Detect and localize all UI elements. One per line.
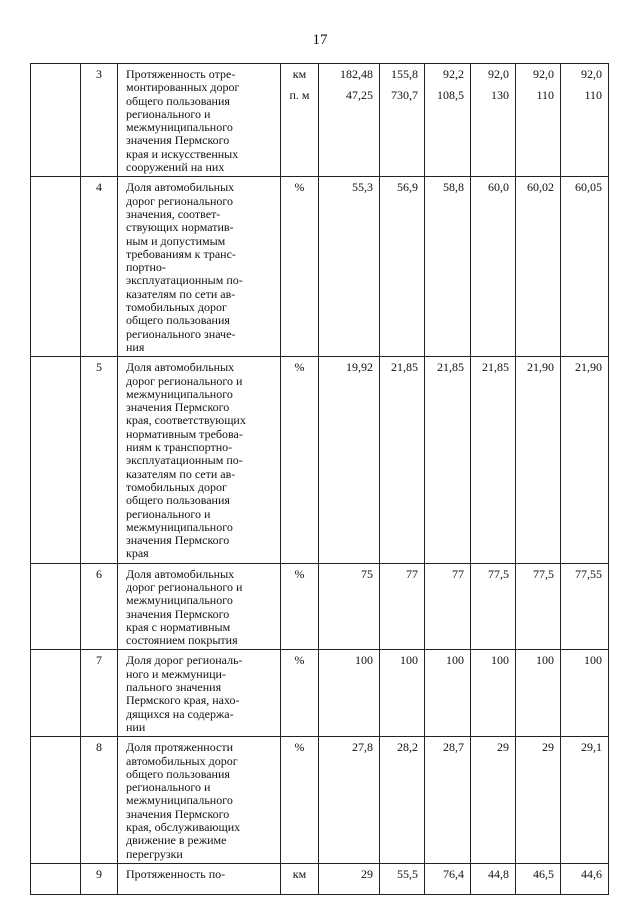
blank-cell bbox=[31, 650, 81, 737]
indicator-name-line: Доля автомобильных bbox=[126, 360, 235, 375]
value: 77,55 bbox=[575, 566, 602, 581]
unit-cell bbox=[281, 563, 319, 650]
value-cell bbox=[561, 737, 609, 864]
value-cell bbox=[425, 177, 471, 357]
unit-cell bbox=[281, 650, 319, 737]
value: 28,7 bbox=[443, 740, 464, 755]
table-row bbox=[31, 357, 609, 563]
indicator-name-line: эксплуатационным по- bbox=[126, 273, 243, 288]
indicator-name-line: значения Пермского bbox=[126, 806, 230, 821]
indicator-name-line: межмуниципального bbox=[126, 793, 233, 808]
value: 100 bbox=[584, 653, 602, 668]
value-cell bbox=[319, 563, 380, 650]
indicator-name-line: Доля автомобильных bbox=[126, 180, 235, 195]
value: 44,8 bbox=[488, 866, 509, 881]
indicator-name-line: значения Пермского bbox=[126, 133, 230, 148]
value-cell bbox=[425, 737, 471, 864]
value: 19,92 bbox=[346, 360, 373, 375]
value-cell bbox=[516, 863, 561, 894]
value-cell bbox=[425, 357, 471, 563]
value: 47,25 bbox=[346, 88, 373, 102]
blank-cell bbox=[31, 737, 81, 864]
unit-cell bbox=[281, 737, 319, 864]
value: 77,5 bbox=[488, 566, 509, 581]
value-cell bbox=[471, 64, 516, 177]
indicator-name-line: Доля дорог региональ- bbox=[126, 653, 243, 668]
value-cell bbox=[380, 863, 425, 894]
value: 77,5 bbox=[533, 566, 554, 581]
indicator-name-line: перегрузки bbox=[126, 846, 183, 861]
indicator-name-line: состоянием покрытия bbox=[126, 633, 238, 648]
indicator-name-line: Доля автомобильных bbox=[126, 566, 235, 581]
indicator-name-line: общего пользования bbox=[126, 313, 230, 328]
value-cell bbox=[516, 650, 561, 737]
indicator-name-line: ния bbox=[126, 339, 145, 354]
value-cell bbox=[471, 357, 516, 563]
value: 21,85 bbox=[482, 360, 509, 375]
indicator-name-line: края и искусственных bbox=[126, 146, 239, 161]
value: 100 bbox=[400, 653, 418, 668]
value-cell bbox=[471, 863, 516, 894]
indicator-name-line: значения Пермского bbox=[126, 606, 230, 621]
table-row bbox=[31, 64, 609, 177]
table-row bbox=[31, 737, 609, 864]
indicator-name-line: общего пользования bbox=[126, 766, 230, 781]
indicator-name-line: томобильных дорог bbox=[126, 479, 227, 494]
indicator-name-line: монтированных дорог bbox=[126, 80, 240, 95]
value: 155,8 bbox=[391, 67, 418, 81]
indicator-name-line: движение в режиме bbox=[126, 833, 227, 848]
blank-cell bbox=[31, 563, 81, 650]
value: 75 bbox=[361, 566, 373, 581]
indicator-name-line: ствующих норматив- bbox=[126, 220, 234, 235]
indicator-name-line: регионального и bbox=[126, 780, 211, 795]
value-cell bbox=[561, 357, 609, 563]
page-number: 17 bbox=[312, 32, 328, 48]
value-cell bbox=[319, 863, 380, 894]
value: 21,85 bbox=[437, 360, 464, 375]
unit-cell bbox=[281, 863, 319, 894]
row-number: 8 bbox=[81, 737, 118, 864]
value: 27,8 bbox=[352, 740, 373, 755]
unit-cell bbox=[281, 357, 319, 563]
indicator-name-line: Доля протяженности bbox=[126, 740, 233, 755]
unit-label: км bbox=[292, 67, 307, 81]
value: 21,90 bbox=[527, 360, 554, 375]
indicator-name-line: эксплуатационным по- bbox=[126, 453, 243, 468]
indicator-name-line: межмуниципального bbox=[126, 519, 233, 534]
unit-label: % bbox=[294, 180, 305, 195]
value-cell bbox=[425, 563, 471, 650]
value-cell bbox=[471, 737, 516, 864]
indicator-name-line: регионального и bbox=[126, 506, 211, 521]
value: 29,1 bbox=[581, 740, 602, 755]
indicator-name-line: межмуниципального bbox=[126, 120, 233, 135]
value-cell bbox=[380, 64, 425, 177]
blank-cell bbox=[31, 357, 81, 563]
value: 29 bbox=[542, 740, 554, 755]
value-cell bbox=[561, 650, 609, 737]
value-cell bbox=[319, 177, 380, 357]
unit-label: % bbox=[294, 566, 305, 581]
value-cell bbox=[380, 563, 425, 650]
indicator-name-line: томобильных дорог bbox=[126, 300, 227, 315]
value: 21,85 bbox=[391, 360, 418, 375]
indicator-name-line: края, соответствующих bbox=[126, 413, 246, 428]
value: 110 bbox=[584, 88, 602, 102]
indicator-name-line: межмуниципального bbox=[126, 593, 233, 608]
indicator-name-line: общего пользования bbox=[126, 493, 230, 508]
indicator-name-line: требованиям к транс- bbox=[126, 246, 236, 261]
indicator-name-line: края с нормативным bbox=[126, 619, 231, 634]
value: 55,3 bbox=[352, 180, 373, 195]
value: 60,0 bbox=[488, 180, 509, 195]
value: 60,02 bbox=[527, 180, 554, 195]
value: 92,2 bbox=[443, 67, 464, 81]
indicators-table bbox=[30, 63, 609, 895]
indicator-name-line: дорог регионального bbox=[126, 193, 234, 208]
value-cell bbox=[319, 650, 380, 737]
indicator-name bbox=[118, 863, 281, 894]
value: 77 bbox=[406, 566, 418, 581]
value: 29 bbox=[361, 866, 373, 881]
value: 92,0 bbox=[581, 67, 602, 81]
value: 21,90 bbox=[575, 360, 602, 375]
indicator-name-line: регионального и bbox=[126, 106, 211, 121]
indicator-name-line: общего пользования bbox=[126, 93, 230, 108]
value-cell bbox=[471, 177, 516, 357]
table-row bbox=[31, 863, 609, 894]
value-cell bbox=[561, 177, 609, 357]
indicator-name bbox=[118, 737, 281, 864]
value: 110 bbox=[536, 88, 554, 102]
value-cell bbox=[561, 563, 609, 650]
indicator-name-line: нии bbox=[126, 719, 146, 734]
value-cell bbox=[319, 737, 380, 864]
unit-cell bbox=[281, 64, 319, 177]
row-number: 5 bbox=[81, 357, 118, 563]
row-number: 7 bbox=[81, 650, 118, 737]
indicator-name bbox=[118, 650, 281, 737]
value: 77 bbox=[452, 566, 464, 581]
unit-cell bbox=[281, 177, 319, 357]
row-number: 9 bbox=[81, 863, 118, 894]
indicator-name bbox=[118, 563, 281, 650]
blank-cell bbox=[31, 863, 81, 894]
value: 76,4 bbox=[443, 866, 464, 881]
indicator-name-line: значения Пермского bbox=[126, 533, 230, 548]
value-cell bbox=[380, 357, 425, 563]
indicator-name-line: ного и межмуници- bbox=[126, 666, 226, 681]
value: 44,6 bbox=[581, 866, 602, 881]
indicator-name-line: сооружений на них bbox=[126, 160, 225, 175]
value: 92,0 bbox=[533, 67, 554, 81]
indicator-name bbox=[118, 177, 281, 357]
value-cell bbox=[380, 737, 425, 864]
table-row bbox=[31, 563, 609, 650]
value: 60,05 bbox=[575, 180, 602, 195]
value: 100 bbox=[446, 653, 464, 668]
indicator-name-line: дорог регионального и bbox=[126, 579, 243, 594]
value: 28,2 bbox=[397, 740, 418, 755]
value: 100 bbox=[491, 653, 509, 668]
indicator-name-line: пального значения bbox=[126, 680, 222, 695]
indicator-name-line: дящихся на содержа- bbox=[126, 706, 234, 721]
value-cell bbox=[425, 650, 471, 737]
value: 108,5 bbox=[437, 88, 464, 102]
blank-cell bbox=[31, 64, 81, 177]
value-cell bbox=[319, 357, 380, 563]
indicator-name-line: дорог регионального и bbox=[126, 373, 243, 388]
value: 56,9 bbox=[397, 180, 418, 195]
value: 730,7 bbox=[391, 88, 418, 102]
unit-label: % bbox=[294, 653, 305, 668]
value-cell bbox=[561, 64, 609, 177]
value-cell bbox=[516, 177, 561, 357]
value-cell bbox=[516, 64, 561, 177]
unit-label: км bbox=[292, 866, 307, 881]
indicator-name-line: ным и допустимым bbox=[126, 233, 226, 248]
value-cell bbox=[516, 563, 561, 650]
indicator-name-line: края bbox=[126, 546, 149, 561]
value-cell bbox=[319, 64, 380, 177]
indicator-name-line: казателям по сети ав- bbox=[126, 286, 236, 301]
value: 182,48 bbox=[340, 67, 373, 81]
value: 29 bbox=[497, 740, 509, 755]
value-cell bbox=[516, 357, 561, 563]
indicator-name-line: Протяженность отре- bbox=[126, 67, 236, 81]
indicator-name bbox=[118, 64, 281, 177]
indicator-name bbox=[118, 357, 281, 563]
row-number: 3 bbox=[81, 64, 118, 177]
row-number: 6 bbox=[81, 563, 118, 650]
value-cell bbox=[471, 563, 516, 650]
value: 46,5 bbox=[533, 866, 554, 881]
table-row bbox=[31, 650, 609, 737]
indicator-name-line: Протяженность по- bbox=[126, 866, 226, 881]
value-cell bbox=[516, 737, 561, 864]
row-number: 4 bbox=[81, 177, 118, 357]
value-cell bbox=[471, 650, 516, 737]
value-cell bbox=[425, 64, 471, 177]
value: 100 bbox=[536, 653, 554, 668]
table-row bbox=[31, 177, 609, 357]
unit-label: % bbox=[294, 360, 305, 375]
indicator-name-line: значения, соответ- bbox=[126, 206, 221, 221]
value: 92,0 bbox=[488, 67, 509, 81]
value: 130 bbox=[491, 88, 509, 102]
value: 58,8 bbox=[443, 180, 464, 195]
value: 100 bbox=[355, 653, 373, 668]
indicator-name-line: ниям к транспортно- bbox=[126, 440, 233, 455]
indicator-name-line: казателям по сети ав- bbox=[126, 466, 236, 481]
value-cell bbox=[380, 177, 425, 357]
value-cell bbox=[561, 863, 609, 894]
unit-label: % bbox=[294, 740, 305, 755]
value-cell bbox=[380, 650, 425, 737]
value-cell bbox=[425, 863, 471, 894]
indicator-name-line: значения Пермского bbox=[126, 400, 230, 415]
indicator-name-line: автомобильных дорог bbox=[126, 753, 238, 768]
unit-label: п. м bbox=[289, 88, 310, 102]
indicator-name-line: нормативным требова- bbox=[126, 426, 243, 441]
blank-cell bbox=[31, 177, 81, 357]
indicator-name-line: Пермского края, нахо- bbox=[126, 693, 240, 708]
indicator-name-line: края, обслуживающих bbox=[126, 820, 241, 835]
indicator-name-line: межмуниципального bbox=[126, 386, 233, 401]
indicator-name-line: регионального значе- bbox=[126, 326, 236, 341]
indicator-name-line: портно- bbox=[126, 260, 166, 275]
value: 55,5 bbox=[397, 866, 418, 881]
